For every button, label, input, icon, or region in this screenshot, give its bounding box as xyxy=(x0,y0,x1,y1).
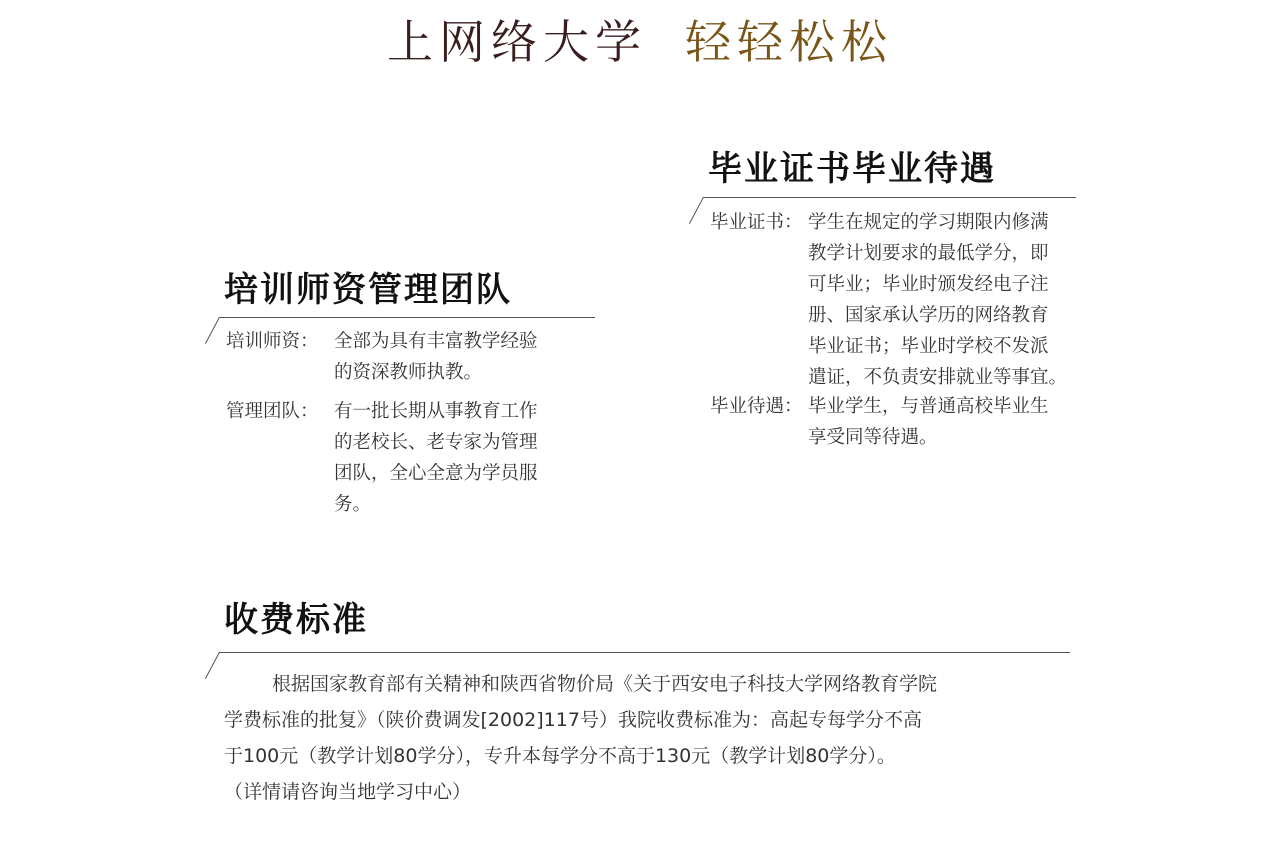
divider-slash xyxy=(205,317,220,344)
fees-section xyxy=(224,598,1084,818)
item-text-line: 学生在规定的学习期限内修满 xyxy=(808,212,1049,233)
fees-line: 根据国家教育部有关精神和陕西省物价局《关于西安电子科技大学网络教育学院 xyxy=(272,673,938,695)
banner-slogan-part1: 上网络大学 xyxy=(387,15,647,69)
item-label: 毕业待遇： xyxy=(710,396,803,417)
divider-slash xyxy=(205,652,220,679)
item-text-line: 有一批长期从事教育工作 xyxy=(334,401,538,422)
item-text xyxy=(808,391,1049,453)
item-text-line: 的资深教师执教。 xyxy=(334,362,483,383)
item-text-line: 全部为具有丰富教学经验 xyxy=(334,331,538,352)
item-text-line: 教学计划要求的最低学分，即 xyxy=(808,243,1049,264)
certificate-section-title: 毕业证书毕业待遇 xyxy=(708,149,996,189)
certificate-item-treatment xyxy=(710,391,1049,453)
item-text-line: 的老校长、老专家为管理 xyxy=(334,432,538,453)
divider-slash xyxy=(689,197,704,224)
fees-description xyxy=(224,666,937,810)
certificate-item-diploma xyxy=(710,207,1067,393)
fees-line: 于100元（教学计划80学分），专升本每学分不高于130元（教学计划80学分）。 xyxy=(224,745,896,767)
item-text-line: 务。 xyxy=(334,494,372,515)
teachers-item-faculty xyxy=(226,326,538,388)
item-text xyxy=(334,396,538,520)
item-label: 管理团队： xyxy=(226,401,319,422)
fees-section-title: 收费标准 xyxy=(224,600,368,640)
item-text-line: 团队，全心全意为学员服 xyxy=(334,463,538,484)
section-divider xyxy=(219,652,1070,653)
section-divider xyxy=(219,317,595,318)
item-text-line: 毕业学生，与普通高校毕业生 xyxy=(808,396,1049,417)
teachers-section-title: 培训师资管理团队 xyxy=(224,270,512,310)
section-divider xyxy=(703,197,1076,198)
item-text-line: 享受同等待遇。 xyxy=(808,427,938,448)
item-text xyxy=(334,326,538,388)
item-text-line: 遣证，不负责安排就业等事宜。 xyxy=(808,367,1068,388)
item-label: 毕业证书： xyxy=(710,212,803,233)
item-text-line: 毕业证书；毕业时学校不发派 xyxy=(808,336,1049,357)
item-label: 培训师资： xyxy=(226,331,319,352)
item-text-line: 册、国家承认学历的网络教育 xyxy=(808,305,1049,326)
fees-line: 学费标准的批复》（陕价费调发[2002]117号）我院收费标准为：高起专每学分不高 xyxy=(224,709,922,731)
item-text xyxy=(808,207,1067,393)
banner-slogan-part2: 轻轻松松 xyxy=(685,15,893,69)
fees-line: （详情请咨询当地学习中心） xyxy=(224,781,472,803)
page-banner xyxy=(0,10,1280,74)
teachers-section xyxy=(224,268,604,528)
certificate-section xyxy=(708,147,1088,457)
item-text-line: 可毕业；毕业时颁发经电子注 xyxy=(808,274,1049,295)
teachers-item-management xyxy=(226,396,538,520)
